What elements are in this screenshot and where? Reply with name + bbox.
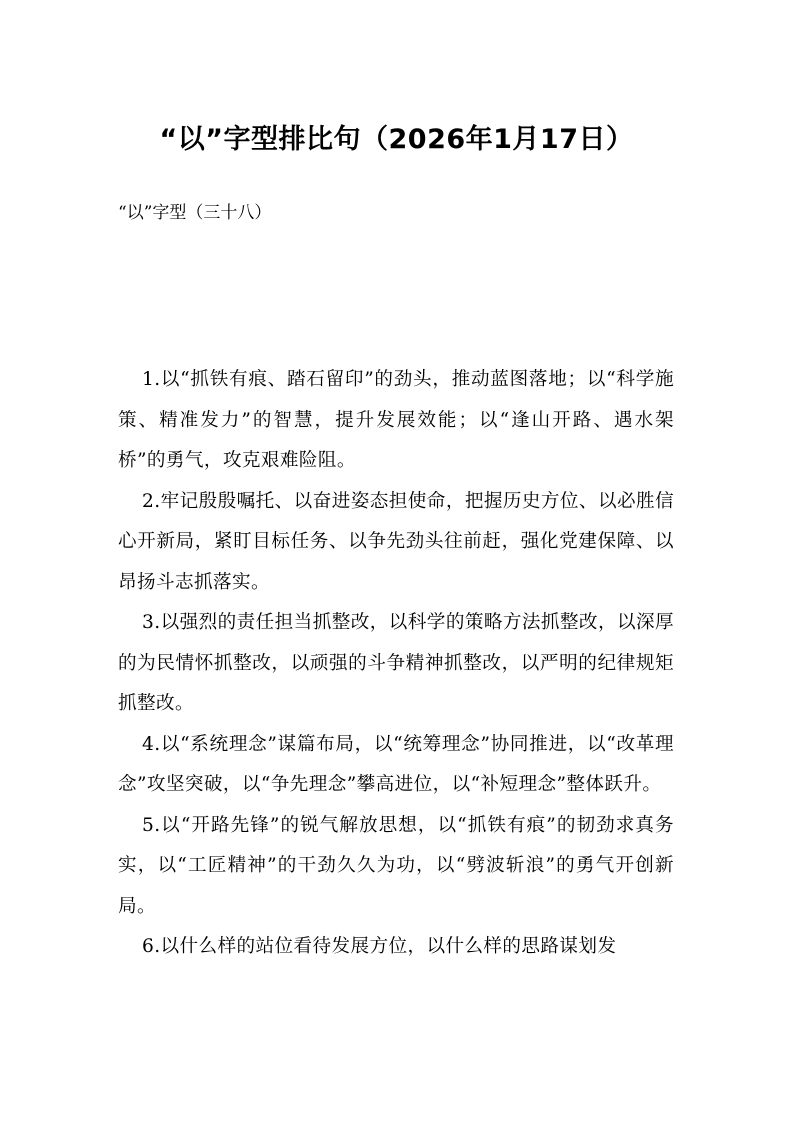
document-body [118,360,674,968]
paragraph-4: 4.以“系统理念”谋篇布局，以“统筹理念”协同推进，以“改革理念”攻坚突破，以“争先理念”攀高进位，以“补短理念”整体跃升。 [118,733,674,795]
paragraph-1: 1.以“抓铁有痕、踏石留印”的劲头，推动蓝图落地；以“科学施策、精准发力”的智慧，提升发展效能；以“逢山开路、遇水架桥”的勇气，攻克艰难险阻。 [118,369,674,471]
paragraph-3: 3.以强烈的责任担当抓整改，以科学的策略方法抓整改，以深厚的为民情怀抓整改，以顽强的斗争精神抓整改，以严明的纪律规矩抓整改。 [118,612,674,714]
paragraph-2: 2.牢记殷殷嘱托、以奋进姿态担使命，把握历史方位、以必胜信心开新局，紧盯目标任务、以争先劲头往前赶，强化党建保障、以昂扬斗志抓落实。 [118,490,674,593]
document-subtitle: “以”字型（三十八） [118,203,272,223]
paragraph-6: 6.以什么样的站位看待发展方位，以什么样的思路谋划发 [142,936,617,957]
paragraph-5: 5.以“开路先锋”的锐气解放思想，以“抓铁有痕”的韧劲求真务实，以“工匠精神”的干劲久久为功，以“劈波斩浪”的勇气开创新局。 [118,814,674,917]
document-title: “以”字型排比句（2026年1月17日） [159,124,634,155]
